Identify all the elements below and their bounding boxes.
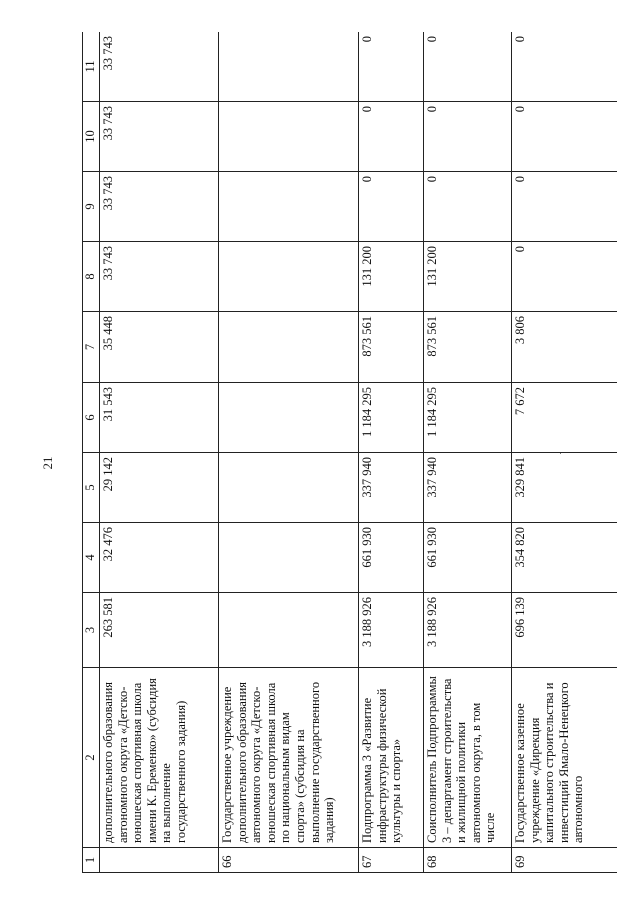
value-cell: 1 184 295 bbox=[359, 383, 424, 453]
value-cell: 337 940 bbox=[359, 453, 424, 523]
value-cell: 33 743 bbox=[100, 242, 219, 312]
header-row bbox=[83, 32, 100, 873]
row-name: Государственное казенное учреждение «Дирекция капитального строительства и инвестиций Ямало-Ненецкого автономного bbox=[512, 668, 618, 848]
header-cell: 10 bbox=[83, 102, 100, 172]
table-row bbox=[219, 32, 359, 873]
row-number: 67 bbox=[359, 848, 424, 873]
value-cell: 0 bbox=[512, 32, 618, 102]
value-cell: 131 200 bbox=[359, 242, 424, 312]
header-cell: 11 bbox=[83, 32, 100, 102]
value-cell: 263 581 bbox=[100, 593, 219, 668]
header-cell: 4 bbox=[83, 523, 100, 593]
value-cell: 0 bbox=[359, 102, 424, 172]
row-name: Подпрограмма 3 «Развитие инфраструктуры физической культуры и спорта» bbox=[359, 668, 424, 848]
value-cell: 1 184 295 bbox=[424, 383, 512, 453]
budget-table bbox=[82, 32, 617, 873]
value-cell: 0 bbox=[424, 172, 512, 242]
value-cell bbox=[219, 383, 359, 453]
table-row bbox=[359, 32, 424, 873]
value-cell: 873 561 bbox=[359, 312, 424, 383]
header-cell: 8 bbox=[83, 242, 100, 312]
value-cell: 31 543 bbox=[100, 383, 219, 453]
value-cell: 33 743 bbox=[100, 102, 219, 172]
value-cell: 0 bbox=[424, 102, 512, 172]
row-number: 68 bbox=[424, 848, 512, 873]
header-cell: 2 bbox=[83, 668, 100, 848]
header-cell: 5 bbox=[83, 453, 100, 523]
value-cell bbox=[219, 242, 359, 312]
value-cell: 3 188 926 bbox=[359, 593, 424, 668]
row-name: Соисполнитель Подпрограммы 3 – департамент строительства и жилищной политики автономного округа, в том числе bbox=[424, 668, 512, 848]
value-cell: 3 806 bbox=[512, 312, 618, 383]
value-cell bbox=[219, 32, 359, 102]
row-number bbox=[100, 848, 219, 873]
value-cell: 7 672 bbox=[512, 383, 618, 453]
table-row bbox=[512, 32, 618, 873]
value-cell: 696 139 bbox=[512, 593, 618, 668]
table-row bbox=[424, 32, 512, 873]
row-name: дополнительного образования автономного округа «Детско-юношеская спортивная школа имени К. Еременко» (субсидия на выполнение государственного задания) bbox=[100, 668, 219, 848]
value-cell: 0 bbox=[359, 172, 424, 242]
value-cell: 661 930 bbox=[424, 523, 512, 593]
header-cell: 9 bbox=[83, 172, 100, 242]
value-cell bbox=[219, 102, 359, 172]
value-cell: 0 bbox=[424, 32, 512, 102]
page-number: 21 bbox=[40, 456, 55, 470]
value-cell: 29 142 bbox=[100, 453, 219, 523]
value-cell bbox=[219, 312, 359, 383]
value-cell: 131 200 bbox=[424, 242, 512, 312]
value-cell: 337 940 bbox=[424, 453, 512, 523]
value-cell bbox=[219, 453, 359, 523]
header-cell: 1 bbox=[83, 848, 100, 873]
value-cell: 32 476 bbox=[100, 523, 219, 593]
row-number: 66 bbox=[219, 848, 359, 873]
value-cell: 0 bbox=[359, 32, 424, 102]
value-cell: 0 bbox=[512, 172, 618, 242]
value-cell: 873 561 bbox=[424, 312, 512, 383]
value-cell: 329 841 bbox=[512, 453, 618, 523]
table-row bbox=[100, 32, 219, 873]
row-name: Государственное учреждение дополнительного образования автономного округа «Детско-юношеская спортивная школа по национальным видам спорта» (субсидия на выполнение государственного задания) bbox=[219, 668, 359, 848]
header-cell: 7 bbox=[83, 312, 100, 383]
value-cell: 0 bbox=[512, 242, 618, 312]
value-cell: 354 820 bbox=[512, 523, 618, 593]
value-cell: 3 188 926 bbox=[424, 593, 512, 668]
value-cell: 33 743 bbox=[100, 172, 219, 242]
value-cell bbox=[219, 523, 359, 593]
value-cell: 661 930 bbox=[359, 523, 424, 593]
value-cell: 35 448 bbox=[100, 312, 219, 383]
value-cell: 0 bbox=[512, 102, 618, 172]
table-frame bbox=[82, 32, 617, 873]
header-cell: 3 bbox=[83, 593, 100, 668]
value-cell bbox=[219, 593, 359, 668]
header-cell: 6 bbox=[83, 383, 100, 453]
row-number: 69 bbox=[512, 848, 618, 873]
value-cell bbox=[219, 172, 359, 242]
value-cell: 33 743 bbox=[100, 32, 219, 102]
